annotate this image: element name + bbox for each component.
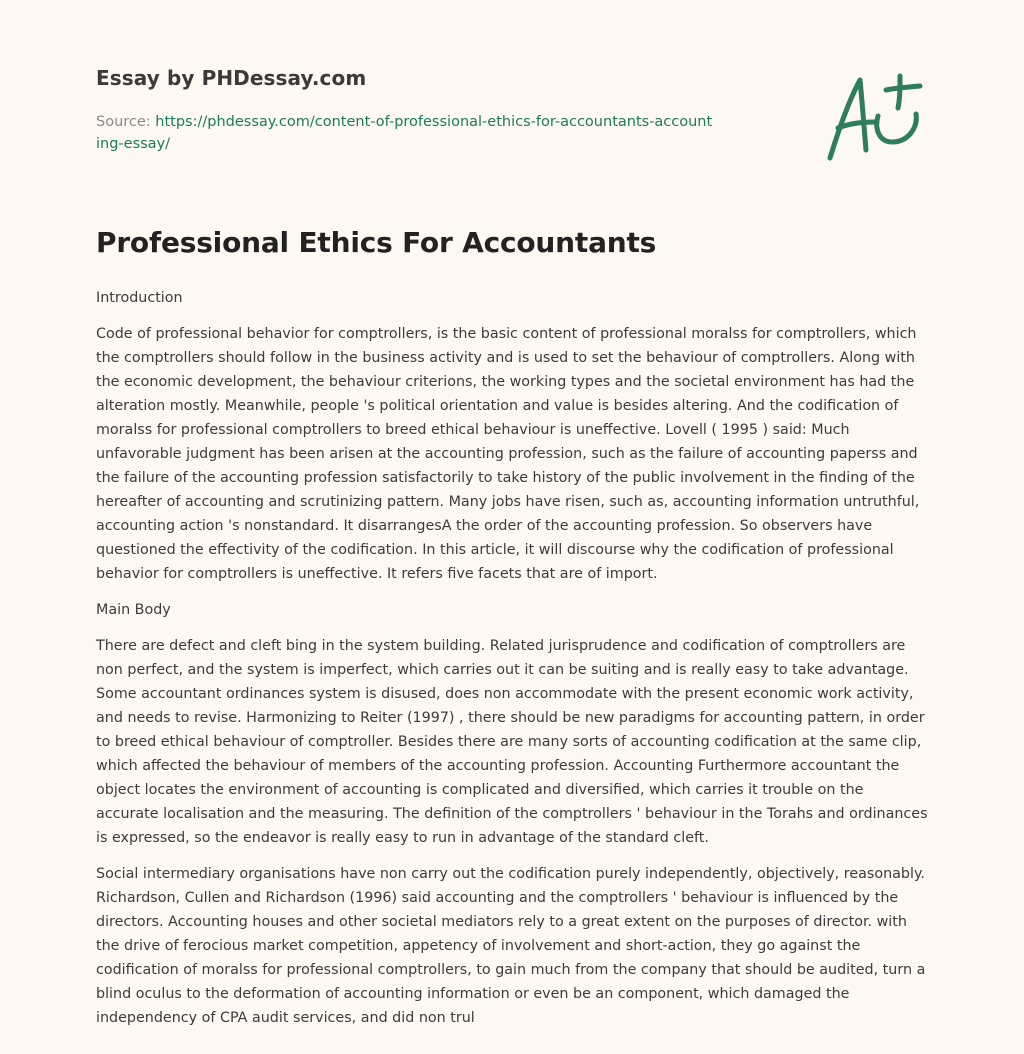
section-heading-main-body: Main Body <box>96 602 171 618</box>
paragraph: Code of professional behavior for comptrollers, is the basic content of professional moralss for comptrollers, which the comptrollers should follow in the business activity and is used to set the behaviour of comptrollers. Along with the economic development, the behaviour criterions, the working types and the societal environment has had the alteration mostly. Meanwhile, people 's political orientation and value is besides altering. And the codification of moralss for professional comptrollers to breed ethical behaviour is uneffective. Lovell ( 1995 ) said: Much unfavorable judgment has been arisen at the accounting profession, such as the failure of accounting paperss and the failure of the accounting profession satisfactorily to take history of the public involvement in the finding of the hereafter of accounting and scrutinizing pattern. Many jobs have risen, such as, accounting information untruthful, accounting action 's nonstandard. It disarrangesA the order of the accounting profession. So observers have questioned the effectivity of the codification. In this article, it will discourse why the codification of professional behavior for comptrollers is uneffective. It refers five facets that are of import. <box>96 326 920 582</box>
source-line <box>96 111 716 155</box>
a-plus-logo-icon <box>824 70 928 164</box>
site-brand: Essay by PHDessay.com <box>96 66 367 90</box>
essay-title: Professional Ethics For Accountants <box>96 226 657 259</box>
essay-body <box>96 286 930 1042</box>
paragraph: Social intermediary organisations have non carry out the codification purely independently, objectively, reasonably. Richardson, Cullen and Richardson (1996) said accounting and the comptrollers ' behaviour is influenced by the directors. Accounting houses and other societal mediators rely to a great extent on the purposes of director. with the drive of ferocious market competition, appetency of involvement and short-action, they go against the codification of moralss for professional comptrollers, to gain much from the company that should be audited, turn a blind oculus to the deformation of accounting information or even be an component, which damaged the independency of CPA audit services, and did non trul <box>96 866 926 1026</box>
paragraph: There are defect and cleft bing in the system building. Related jurisprudence and codification of comptrollers are non perfect, and the system is imperfect, which carries out it can be suiting and is really easy to take advantage. Some accountant ordinances system is disused, does non accommodate with the present economic work activity, and needs to revise. Harmonizing to Reiter (1997) , there should be new paradigms for accounting pattern, in order to breed ethical behaviour of comptroller. Besides there are many sorts of accounting codification at the same clip, which affected the behaviour of members of the accounting profession. Accounting Furthermore accountant the object locates the environment of accounting is complicated and diversified, which carries it trouble on the accurate localisation and the measuring. The definition of the comptrollers ' behaviour in the Torahs and ordinances is expressed, so the endeavor is really easy to run in advantage of the standard cleft. <box>96 638 928 846</box>
source-link[interactable]: https://phdessay.com/content-of-professional-ethics-for-accountants-accounting-essay/ <box>96 114 713 152</box>
source-label: Source: <box>96 114 156 130</box>
section-heading-introduction: Introduction <box>96 290 183 306</box>
